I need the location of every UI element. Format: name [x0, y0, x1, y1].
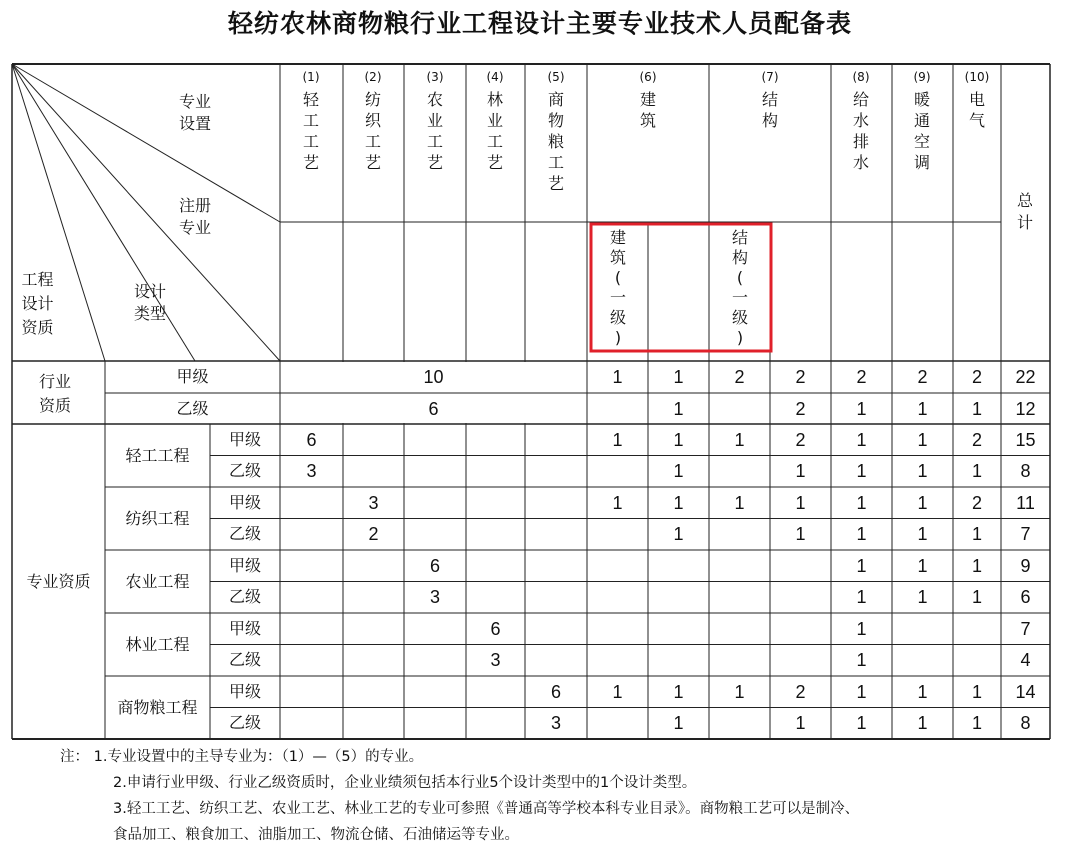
- grade-label: 乙级: [176, 398, 209, 418]
- cell-value: 1: [917, 713, 928, 734]
- cell-value: 1: [856, 587, 867, 608]
- professional-label: 专业资质: [26, 571, 91, 591]
- industry-label: 行业: [38, 372, 71, 391]
- cell-value: 8: [1020, 461, 1031, 482]
- cell-value: 2: [856, 367, 867, 387]
- cell-value: 1: [673, 713, 684, 734]
- cell-value: 12: [1015, 398, 1036, 419]
- cell-value: 6: [429, 555, 440, 576]
- cell-value: 1: [612, 492, 623, 513]
- specialty-number: (9): [913, 70, 931, 84]
- cell-value: 3: [550, 713, 561, 734]
- note-line-4: 食品加工、粮食加工、油脂加工、物流仓储、石油储运等专业。: [113, 827, 519, 843]
- specialty-name: 建 筑: [639, 90, 656, 130]
- cell-value: 2: [971, 492, 982, 513]
- cell-value: 1: [917, 555, 928, 576]
- specialty-name: 轻 工 工 艺: [302, 90, 319, 172]
- corner-diagonal: [12, 64, 280, 222]
- cell-value: 2: [795, 681, 806, 702]
- grade-label: 甲级: [228, 429, 261, 449]
- specialty-name: 暖 通 空 调: [913, 90, 930, 172]
- group-name: 商物粮工程: [117, 697, 198, 717]
- cell-value: 7: [1020, 618, 1031, 639]
- cell-value: 6: [1020, 587, 1031, 608]
- corner-label-qualification: 工程: [21, 270, 54, 289]
- specialty-name: 结 构: [761, 90, 778, 130]
- cell-value: 2: [368, 524, 379, 545]
- note-line-1: 注： 1.专业设置中的主导专业为：（1）—（5）的专业。: [60, 749, 424, 765]
- page-title: 轻纺农林商物粮行业工程设计主要专业技术人员配备表: [227, 9, 852, 38]
- cell-value: 1: [673, 367, 684, 387]
- corner-label-specialty: 专业: [178, 92, 211, 111]
- cell-value: 1: [734, 681, 745, 702]
- cell-value: 1: [734, 429, 745, 450]
- cell-value: 6: [550, 681, 561, 702]
- corner-label-registered: 专业: [178, 218, 211, 237]
- specialty-number: (7): [761, 70, 779, 84]
- process-value: 6: [428, 398, 439, 419]
- cell-value: 7: [1020, 524, 1031, 545]
- cell-value: 1: [795, 524, 806, 545]
- grade-label: 甲级: [228, 618, 261, 638]
- cell-value: 2: [795, 429, 806, 450]
- note-line-2: 2.申请行业甲级、行业乙级资质时，企业业绩须包括本行业5个设计类型中的1个设计类型。: [113, 775, 697, 791]
- cell-value: 1: [917, 681, 928, 702]
- cell-value: 1: [971, 713, 982, 734]
- cell-value: 1: [856, 618, 867, 639]
- corner-label-qualification: 设计: [21, 294, 54, 313]
- cell-value: 1: [856, 713, 867, 734]
- grade-label: 甲级: [228, 492, 261, 512]
- cell-value: 1: [856, 524, 867, 545]
- cell-value: 6: [490, 618, 501, 639]
- specialty-number: (10): [964, 70, 990, 84]
- cell-value: 1: [856, 461, 867, 482]
- cell-value: 2: [795, 367, 806, 387]
- cell-value: 2: [971, 367, 982, 387]
- specialty-number: (8): [852, 70, 870, 84]
- corner-label-specialty: 设置: [178, 114, 211, 133]
- grade-label: 乙级: [228, 713, 261, 733]
- cell-value: 2: [971, 429, 982, 450]
- group-name: 农业工程: [125, 571, 190, 591]
- cell-value: 1: [612, 681, 623, 702]
- cell-value: 1: [917, 587, 928, 608]
- cell-value: 6: [306, 429, 317, 450]
- cell-value: 1: [856, 429, 867, 450]
- cell-value: 1: [917, 492, 928, 513]
- grade-label: 乙级: [228, 650, 261, 670]
- cell-value: 1: [856, 681, 867, 702]
- process-value: 10: [423, 367, 444, 387]
- cell-value: 11: [1016, 492, 1035, 513]
- cell-value: 1: [856, 650, 867, 671]
- grade-label: 乙级: [228, 587, 261, 607]
- registered-structure: 结 构 ( 一 级 ): [731, 228, 748, 347]
- total-label: 总 计: [1016, 191, 1033, 232]
- specialty-number: (4): [486, 70, 504, 84]
- notes: [60, 744, 859, 848]
- group-name: 林业工程: [125, 634, 190, 654]
- grade-label: 乙级: [228, 461, 261, 481]
- corner-label-qualification: 资质: [21, 318, 54, 337]
- cell-value: 22: [1015, 367, 1036, 387]
- cell-value: 1: [795, 492, 806, 513]
- specialty-name: 林 业 工 艺: [486, 90, 503, 172]
- corner-diagonal: [12, 64, 105, 361]
- cell-value: 1: [971, 587, 982, 608]
- specialty-number: (1): [302, 70, 320, 84]
- cell-value: 1: [917, 429, 928, 450]
- cell-value: 1: [673, 461, 684, 482]
- cell-value: 1: [673, 524, 684, 545]
- cell-value: 1: [971, 398, 982, 419]
- cell-value: 1: [673, 492, 684, 513]
- registered-architecture: 建 筑 ( 一 级 ): [609, 228, 626, 347]
- specialty-name: 电 气: [968, 90, 985, 130]
- cell-value: 1: [673, 398, 684, 419]
- cell-value: 1: [917, 524, 928, 545]
- cell-value: 1: [971, 524, 982, 545]
- cell-value: 3: [429, 587, 440, 608]
- grade-label: 乙级: [228, 524, 261, 544]
- specialty-name: 给 水 排 水: [852, 90, 869, 172]
- cell-value: 1: [856, 492, 867, 513]
- cell-value: 1: [856, 398, 867, 419]
- cell-value: 1: [795, 713, 806, 734]
- specialty-name: 商 物 粮 工 艺: [547, 90, 564, 193]
- cell-value: 1: [734, 492, 745, 513]
- cell-value: 1: [673, 429, 684, 450]
- cell-value: 1: [856, 555, 867, 576]
- corner-label-design-type: 设计: [133, 282, 166, 301]
- cell-value: 1: [971, 681, 982, 702]
- specialty-number: (2): [364, 70, 382, 84]
- specialty-number: (3): [426, 70, 444, 84]
- cell-value: 9: [1020, 555, 1031, 576]
- group-name: 轻工工程: [125, 445, 190, 465]
- cell-value: 1: [917, 398, 928, 419]
- cell-value: 15: [1015, 429, 1036, 450]
- grade-label: 甲级: [228, 681, 261, 701]
- cell-value: 14: [1015, 681, 1036, 702]
- cell-value: 8: [1020, 713, 1031, 734]
- cell-value: 2: [917, 367, 928, 387]
- note-line-3: 3.轻工工艺、纺织工艺、农业工艺、林业工艺的专业可参照《普通高等学校本科专业目录》。商物粮工艺可以是制冷、: [113, 801, 860, 817]
- cell-value: 1: [673, 681, 684, 702]
- cell-value: 3: [306, 461, 317, 482]
- corner-label-registered: 注册: [178, 196, 211, 215]
- cell-value: 3: [368, 492, 379, 513]
- grade-label: 甲级: [176, 367, 209, 386]
- group-name: 纺织工程: [125, 508, 190, 528]
- specialty-name: 纺 织 工 艺: [364, 90, 381, 172]
- cell-value: 2: [795, 398, 806, 419]
- grade-label: 甲级: [228, 555, 261, 575]
- cell-value: 4: [1020, 650, 1031, 671]
- cell-value: 2: [734, 367, 745, 387]
- corner-label-design-type: 类型: [133, 304, 166, 323]
- cell-value: 1: [612, 367, 623, 387]
- cell-value: 1: [971, 461, 982, 482]
- specialty-number: (5): [547, 70, 565, 84]
- industry-label: 资质: [38, 396, 71, 415]
- cell-value: 1: [795, 461, 806, 482]
- cell-value: 3: [490, 650, 501, 671]
- cell-value: 1: [917, 461, 928, 482]
- specialty-name: 农 业 工 艺: [426, 90, 443, 172]
- cell-value: 1: [612, 429, 623, 450]
- cell-value: 1: [971, 555, 982, 576]
- specialty-number: (6): [639, 70, 657, 84]
